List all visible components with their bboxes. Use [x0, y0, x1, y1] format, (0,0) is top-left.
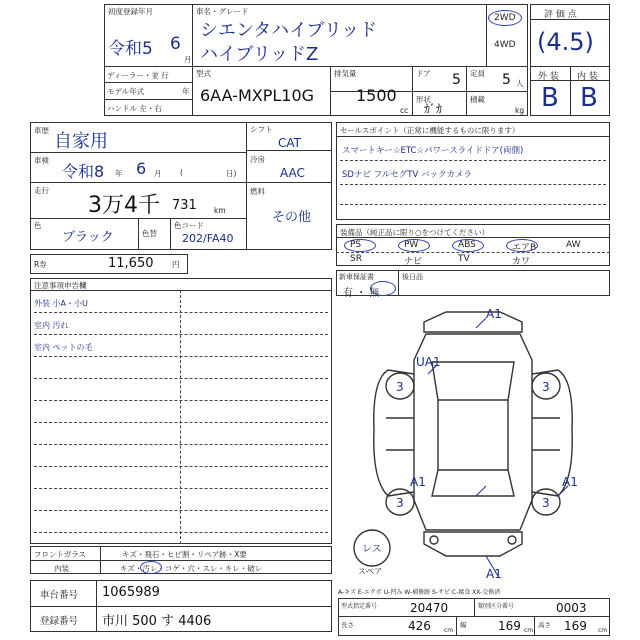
color-value: ブラック	[62, 230, 114, 245]
notes-rule	[34, 532, 328, 533]
use-value: 自家用	[54, 131, 108, 152]
plate-label: 登録番号	[40, 616, 79, 627]
sales-line-2: SDナビ フルセグTV バックカメラ	[342, 170, 473, 180]
diagram-label-wheel-fl: 3	[396, 380, 404, 394]
notes-line: 室内 汚れ	[34, 321, 69, 330]
color-code: 202/FA40	[182, 232, 234, 245]
inspection-year-unit: 年	[115, 169, 123, 178]
interior-cond-label: 内装	[54, 564, 69, 573]
fuel-label: 燃料	[250, 187, 265, 196]
inspection-day-unit: 日)	[226, 169, 237, 178]
interior-cond-circle	[140, 561, 162, 574]
displacement-unit: cc	[400, 106, 409, 115]
equipment-item: SR	[350, 254, 362, 264]
exterior-label: 外 装	[538, 72, 559, 82]
height-label: 高さ	[538, 621, 551, 629]
color-label: 色	[34, 221, 42, 230]
notes-rule	[34, 510, 328, 511]
shift-value: CAT	[278, 136, 301, 150]
height-unit: cm	[598, 627, 608, 634]
notes-box	[30, 278, 332, 544]
width-unit: cm	[524, 627, 534, 634]
plate-number: 市川 500 す 4406	[102, 614, 212, 629]
mileage-sub: 731	[172, 198, 197, 213]
diagram-label-wheel-fr: 3	[542, 380, 550, 394]
sales-label: セールスポイント（正常に機能するものに限ります）	[340, 126, 520, 135]
spare-label: スペア	[358, 567, 382, 576]
chassis-number: 1065989	[102, 585, 160, 600]
capacity-unit: 人	[516, 79, 524, 88]
color-type-label: 色替	[142, 229, 157, 238]
first-reg-month: 6	[170, 34, 181, 54]
model-year-unit: 年	[182, 87, 190, 96]
first-reg-label: 初度登録年月	[108, 7, 153, 16]
grade: ハイブリッドZ	[200, 44, 319, 65]
equipment-item: エアB	[512, 243, 537, 253]
class-label: 類別区分番号	[478, 603, 515, 610]
use-label: 車歴	[34, 126, 49, 135]
inspection-era: 令和8	[62, 162, 105, 181]
score-value: (4.5)	[537, 28, 594, 56]
dealer-label: ディーラー・並 行	[107, 71, 169, 80]
notes-rule	[34, 334, 328, 335]
equipment-circle	[344, 239, 376, 252]
ac-label: 冷房	[250, 155, 265, 164]
equipment-item: AW	[566, 240, 581, 250]
drive-4wd: 4WD	[494, 40, 516, 50]
height-value: 169	[564, 619, 587, 633]
load-unit: kg	[515, 106, 525, 115]
warranty-circle	[370, 281, 396, 296]
shift-label: シフト	[250, 125, 273, 134]
displacement: 1500	[356, 86, 397, 105]
shape-label: 形状	[416, 95, 431, 104]
car-diagram	[336, 300, 610, 582]
notes-line: 室内 ペットの毛	[34, 343, 93, 352]
mileage-label: 走行	[34, 186, 49, 195]
notes-rule	[34, 444, 328, 445]
katashiki: 6AA-MXPL10G	[200, 86, 315, 105]
equipment-item: TV	[458, 254, 470, 264]
diagram-label-wheel-rl: 3	[396, 496, 404, 510]
equipment-circle	[506, 239, 538, 252]
model-year-label: モデル年式	[107, 87, 145, 96]
diagram-rear	[424, 532, 522, 556]
length-unit: cm	[444, 627, 454, 634]
rtax-value: 11,650	[108, 256, 154, 271]
diagram-front	[424, 312, 522, 332]
capacity-label: 定員	[470, 69, 485, 78]
color-code-label: 色コード	[174, 221, 204, 230]
warranty-value: 有 ・ 無	[343, 288, 380, 299]
width-value: 169	[498, 619, 521, 633]
equipment-item: カワ	[512, 257, 531, 267]
equipment-label: 装備品（純正品に限り○をつけてください）	[340, 228, 490, 237]
inspection-month-unit: 月	[154, 169, 162, 178]
chassis-label: 車台番号	[40, 590, 79, 601]
inspection-day-open: (	[180, 168, 183, 177]
equipment-item: PW	[404, 240, 419, 250]
approval-label: 型式指定番号	[341, 603, 378, 610]
notes-rule	[34, 312, 328, 313]
car-name: シエンタハイブリッド	[200, 20, 378, 41]
notes-rule	[34, 466, 328, 467]
diagram-label-rear-right: A1	[562, 475, 578, 489]
sales-line-1: スマートキー☆ETC☆パワースライドドア(両側)	[342, 146, 524, 156]
fuel-value: その他	[272, 210, 312, 225]
notes-divider	[180, 290, 181, 544]
katashiki-label: 型式	[196, 69, 211, 78]
equipment-circle	[398, 239, 430, 252]
damage-legend: A-キズ E-エクボ U-凹み W-補修跡 S-サビ C-腐食 XX-交換済	[338, 589, 501, 596]
exterior-score: B	[541, 83, 559, 113]
notes-rule	[34, 378, 328, 379]
notes-rule	[34, 356, 328, 357]
notes-label: 注意事項申告欄	[34, 281, 87, 290]
length-value: 426	[408, 619, 431, 633]
ac-value: AAC	[280, 166, 305, 180]
mileage: 3万4千	[88, 193, 160, 218]
drive-2wd: 2WD	[494, 13, 516, 23]
approval-number: 20470	[410, 601, 449, 615]
notes-rule	[34, 422, 328, 423]
front-glass-label: フロントガラス	[34, 550, 87, 559]
rtax-unit: 円	[172, 260, 180, 269]
width-label: 幅	[460, 621, 467, 629]
diagram-label-hood: UA1	[416, 355, 441, 369]
equipment-item: ABS	[458, 240, 476, 250]
notes-line: 外装 小A・小U	[34, 299, 88, 308]
record-label: 後日品	[402, 273, 423, 281]
displacement-label: 排気量	[334, 69, 357, 78]
interior-label: 内 装	[577, 72, 598, 82]
equipment-item: ナビ	[404, 257, 423, 267]
doors-label: ドア	[416, 69, 431, 78]
warranty-label: 新車保証書	[339, 273, 374, 281]
load-label: 積載	[470, 95, 485, 104]
notes-rule	[34, 400, 328, 401]
first-reg-month-unit: 月	[184, 55, 192, 64]
car-name-label: 車名・グレード	[196, 7, 249, 16]
km-unit: km	[214, 206, 226, 215]
diagram-label-front: A1	[486, 307, 502, 321]
interior-score: B	[580, 83, 598, 113]
rtax-label: R券	[34, 260, 47, 269]
diagram-label-rear: A1	[486, 567, 502, 581]
front-glass-value: キズ・飛石・ヒビ割・リペア跡・X要	[122, 550, 247, 559]
class-number: 0003	[556, 601, 587, 615]
capacity: 5	[502, 72, 511, 88]
equipment-item: PS	[350, 240, 362, 250]
spare-value: レス	[362, 544, 382, 555]
inspection-month: 6	[136, 159, 147, 178]
diagram-label-wheel-rr: 3	[542, 496, 550, 510]
handle-label: ハンドル 左・右	[107, 104, 162, 113]
inspection-label: 車検	[34, 156, 49, 165]
doors: 5	[452, 72, 461, 88]
notes-rule	[34, 488, 328, 489]
interior-cond-value: キズ・汚レ・コゲ・穴・スレ・キレ・破レ	[120, 564, 263, 573]
length-label: 長さ	[341, 621, 354, 629]
equipment-circle	[452, 239, 484, 252]
diagram-label-rear-left: A1	[410, 475, 426, 489]
score-label: 評 価 点	[544, 10, 577, 20]
shape: ｶﾞｶ	[424, 102, 443, 116]
first-reg-era: 令和5	[108, 39, 153, 59]
